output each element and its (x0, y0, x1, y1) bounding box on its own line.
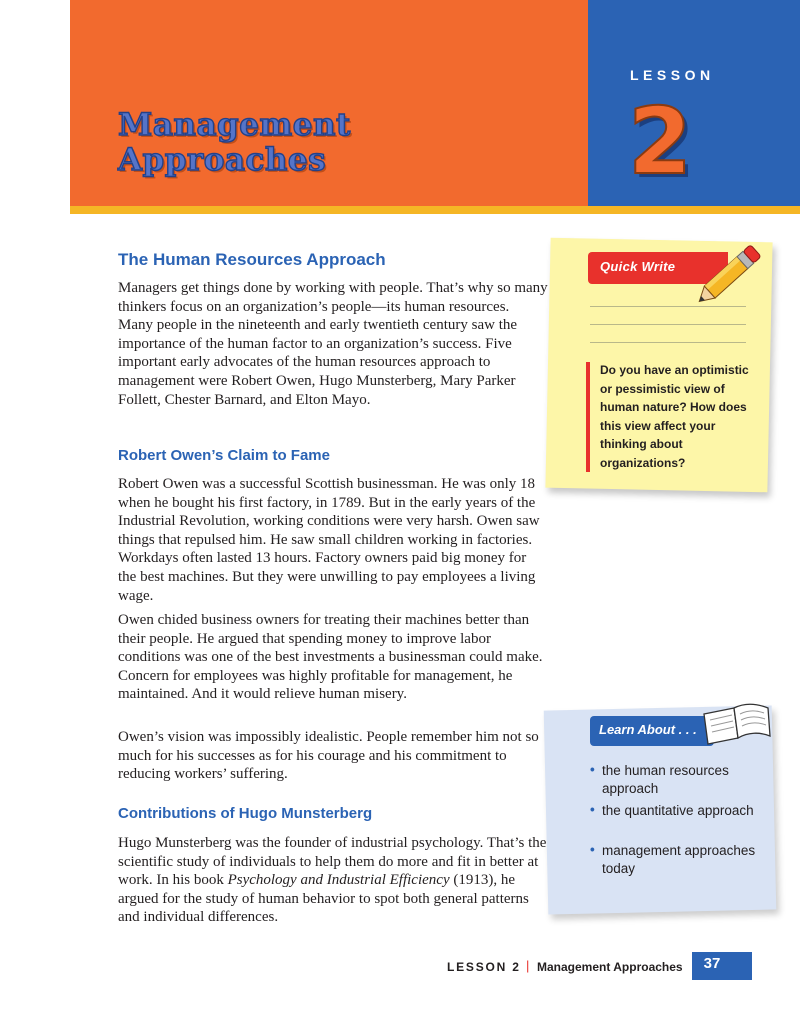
learn-about-item: • the quantitative approach (590, 802, 754, 818)
section-heading-robert-owen: Robert Owen’s Claim to Fame (118, 447, 330, 464)
intro-paragraph: Managers get things done by working with people. That’s why so many thinkers focus on an organization’s people—its human resources. Many people in the nineteenth and early twentieth century saw the importance of the human factor to an organization’s success. Five important early advocates of the human resources approach to management were Robert Owen, Hugo Munsterberg, Mary Parker Follett, Chester Barnard, and Elton Mayo. (118, 280, 548, 408)
page-title (118, 108, 558, 178)
owen-paragraph-2: Owen chided business owners for treating their machines better than their people. He argued that spending money to improve labor conditions was one of the best investments a businessman could make. Concern for employees was highly profitable for management, he maintained. And it would relieve human misery. (118, 612, 543, 703)
munsterberg-text-start: Hugo Munsterberg was the founder of industrial psychology. That’s the scientific study of individuals to help them do more and fit in better at work. In his book (118, 835, 547, 889)
learn-about-item: • management approaches today (590, 842, 756, 876)
lesson-number: 2 (628, 88, 693, 195)
munsterberg-paragraph (118, 834, 548, 927)
open-book-icon (698, 700, 774, 746)
footer-title: Management Approaches (537, 960, 683, 974)
quick-write-accent-bar (586, 362, 590, 472)
pencil-icon (694, 236, 770, 308)
quick-write-label: Quick Write (600, 259, 676, 274)
footer-separator: | (526, 958, 530, 973)
page-number: 37 (703, 955, 721, 972)
writing-line (590, 324, 746, 325)
munsterberg-text-end: (1913), he argued for the study of human behavior to spot both general patterns and individual differences. (118, 872, 529, 926)
lesson-label: LESSON (630, 67, 715, 83)
page-title-line1: Management (118, 107, 351, 143)
quick-write-question: Do you have an optimistic or pessimistic view of human nature? How does this view affect your thinking about organizations? (600, 363, 749, 470)
bullet-icon: • (590, 802, 595, 817)
section-heading-munsterberg: Contributions of Hugo Munsterberg (118, 805, 373, 822)
learn-about-item: • the human resources approach (590, 762, 729, 796)
bullet-icon: • (590, 842, 595, 857)
learn-about-label: Learn About . . . (599, 722, 697, 737)
writing-line (590, 342, 746, 343)
book-title: Psychology and Industrial Efficiency (227, 872, 450, 889)
header-blue-band (588, 0, 800, 206)
owen-paragraph-1: Robert Owen was a successful Scottish businessman. He was only 18 when he bought his first factory, in 1789. But in the early years of the Industrial Revolution, working conditions were very harsh. Owen saw things that repulsed him. He saw small children working in factories. Workdays often lasted 13 hours. Factory owners paid big money for the best machines. But they were unwilling to pay employees a living wage. (118, 476, 540, 604)
footer-lesson: LESSON 2 (447, 960, 521, 974)
page-title-line2: Approaches (118, 142, 327, 178)
bullet-icon: • (590, 762, 595, 777)
writing-line (590, 306, 746, 307)
owen-paragraph-3: Owen’s vision was impossibly idealistic. People remember him not so much for his successes as for his courage and his commitment to reducing workers’ suffering. (118, 729, 539, 783)
section-heading-human-resources: The Human Resources Approach (118, 250, 386, 269)
header-yellow-stripe (70, 206, 800, 214)
